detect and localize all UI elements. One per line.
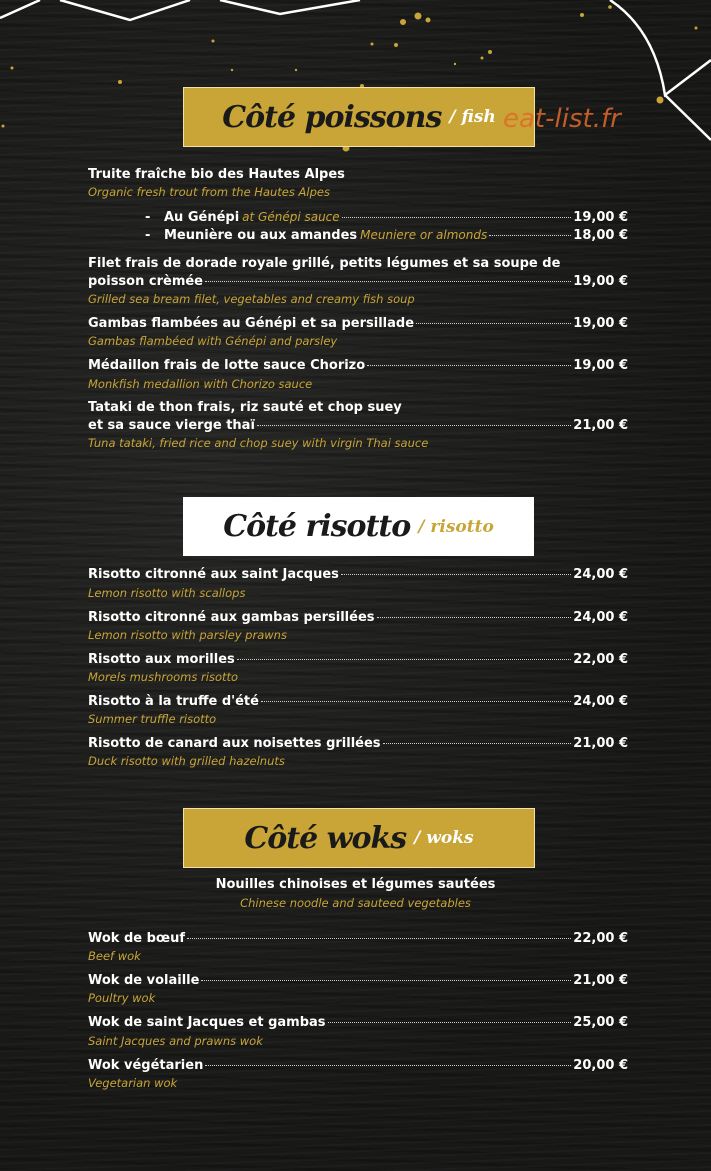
menu-line [88,652,628,667]
dish-price: 21,00 € [573,418,628,433]
leader-dots [341,574,571,575]
dish-price: 24,00 € [573,610,628,625]
dish-english: Grilled sea bream filet, vegetables and creamy fish soup [88,292,415,306]
dish-price: 22,00 € [573,652,628,667]
dish-name: Gambas flambées au Génépi et sa persillade [88,316,415,331]
watermark: eat-list.fr [503,104,621,134]
dish-name: poisson crèmée [88,274,203,289]
dish-name: Risotto aux morilles [88,652,235,667]
dish-name: Médaillon frais de lotte sauce Chorizo [88,358,366,373]
dish-name: Risotto de canard aux noisettes grillées [88,736,381,751]
menu-line [88,274,628,289]
leader-dots [261,701,571,702]
section-banner-woks [183,808,535,868]
dish-price: 21,00 € [573,973,628,988]
section-subtitle: / fish [449,107,496,127]
dish-english: Lemon risotto with parsley prawns [88,628,287,642]
leader-dots [205,1065,571,1066]
dish-english: Gambas flambéed with Génépi and parsley [88,334,338,348]
leader-dots [342,217,572,218]
menu-line [88,567,628,582]
leader-dots [187,938,571,939]
section-subtitle: / risotto [418,516,494,537]
section-banner-risotto [183,497,534,556]
leader-dots [257,425,571,426]
dish-name: Risotto citronné aux saint Jacques [88,567,339,582]
section-title: Côté woks [244,820,407,856]
section-title: Côté poissons [222,99,442,135]
dish-name: Risotto citronné aux gambas persillées [88,610,375,625]
dish-name: Wok végétarien [88,1058,204,1073]
dish-price: 20,00 € [573,1058,628,1073]
leader-dots [328,1022,572,1023]
dish-name: Wok de saint Jacques et gambas [88,1015,326,1030]
dish-english: Saint Jacques and prawns wok [88,1034,263,1048]
dish-name: Truite fraîche bio des Hautes Alpes [88,167,345,182]
dish-english: Organic fresh trout from the Hautes Alpes [88,185,330,199]
dish-name: Wok de volaille [88,973,200,988]
dish-english: Duck risotto with grilled hazelnuts [88,754,285,768]
dish-price: 19,00 € [573,316,628,331]
dish-english: Lemon risotto with scallops [88,586,246,600]
dish-price: 18,00 € [573,228,628,243]
dish-price: 19,00 € [573,274,628,289]
dish-price: 19,00 € [573,210,628,225]
section-subtitle: / woks [414,828,474,848]
dish-english: Vegetarian wok [88,1076,178,1090]
menu-line [88,1058,628,1073]
dish-english: Summer truffle risotto [88,712,217,726]
menu-line [88,973,628,988]
leader-dots [489,235,571,236]
dish-english: Beef wok [88,949,141,963]
menu-line [88,736,628,751]
dish-name: Risotto à la truffe d'été [88,694,259,709]
dish-name: Filet frais de dorade royale grillé, petits légumes et sa soupe de [88,256,561,271]
dish-price: 19,00 € [573,358,628,373]
menu-line [88,931,628,946]
dish-price: 24,00 € [573,694,628,709]
menu-line [88,610,628,625]
dish-name: Au Génépi [163,210,240,225]
leader-dots [367,365,571,366]
dish-english: Meuniere or almonds [360,228,488,242]
menu-line [88,358,628,373]
dish-english: Morels mushrooms risotto [88,670,239,684]
menu-line [88,316,628,331]
menu-line: - Au Génépi at Génépi sauce 19,00 € [145,210,628,225]
section-title: Côté risotto [223,509,411,544]
dish-price: 21,00 € [573,736,628,751]
dish-english: Tuna tataki, fried rice and chop suey with virgin Thai sauce [88,436,429,450]
menu-line [88,694,628,709]
leader-dots [201,980,571,981]
section-intro-english: Chinese noodle and sauteed vegetables [240,896,471,910]
dish-name: et sa sauce vierge thaï [88,418,255,433]
dish-name: Tataki de thon frais, riz sauté et chop suey [88,400,402,415]
leader-dots [383,743,572,744]
leader-dots [377,617,572,618]
dish-name: Meunière ou aux amandes [163,228,358,243]
leader-dots [416,323,571,324]
dish-price: 22,00 € [573,931,628,946]
menu-line: - Meunière ou aux amandes Meuniere or almonds 18,00 € [145,228,628,243]
dish-price: 25,00 € [573,1015,628,1030]
section-banner-fish [183,87,535,147]
dish-english: Poultry wok [88,991,156,1005]
leader-dots [205,281,571,282]
dish-english: Monkfish medallion with Chorizo sauce [88,377,313,391]
leader-dots [237,659,572,660]
menu-line [88,1015,628,1030]
dish-english: at Génépi sauce [242,210,340,224]
menu-line [88,418,628,433]
section-intro: Nouilles chinoises et légumes sautées [215,877,496,892]
dish-price: 24,00 € [573,567,628,582]
dish-name: Wok de bœuf [88,931,186,946]
